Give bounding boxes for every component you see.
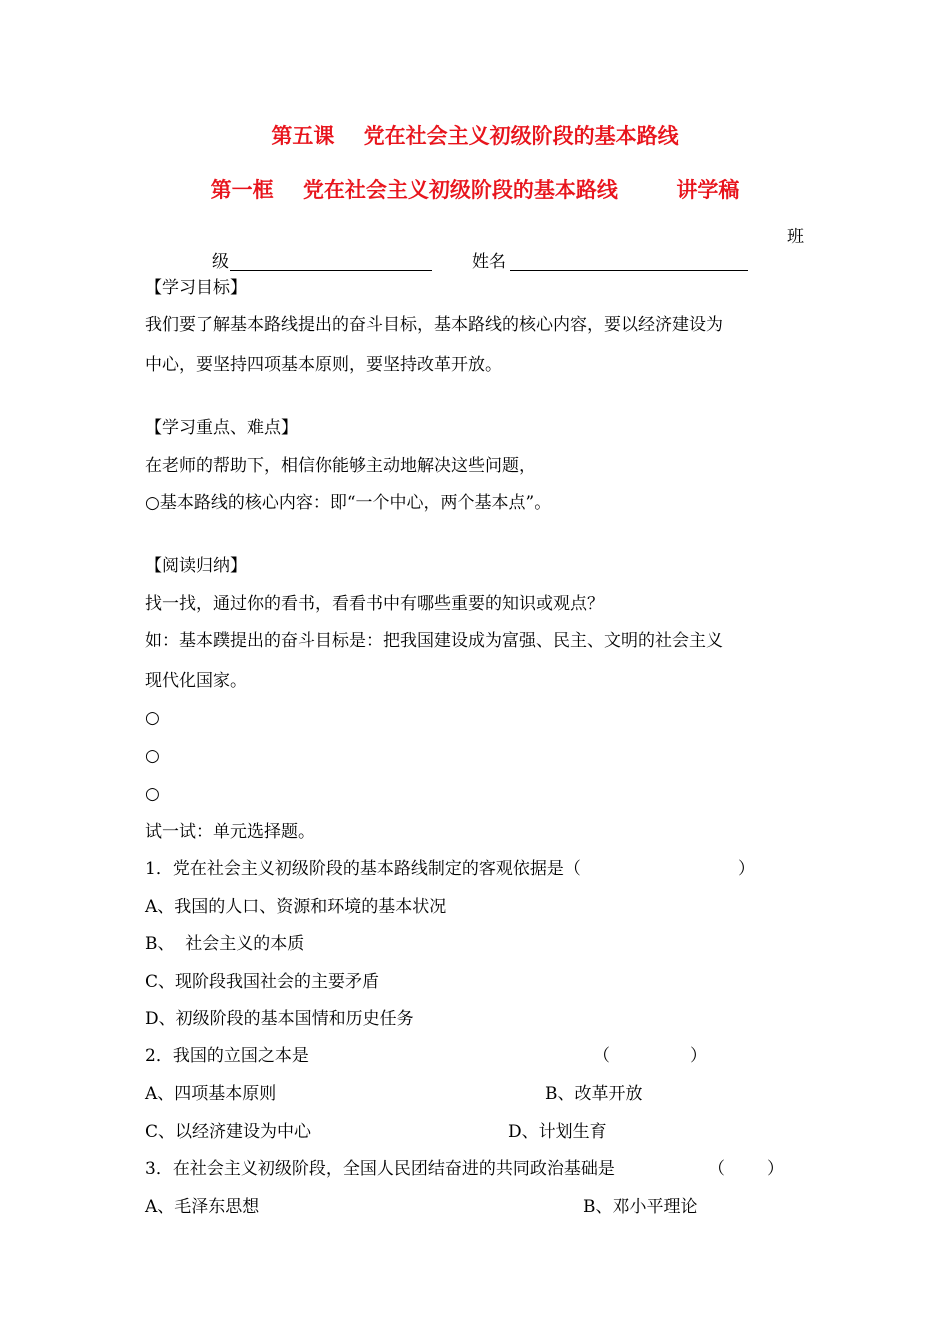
name-blank[interactable] bbox=[510, 250, 748, 271]
goals-heading: 【学习目标】 bbox=[145, 278, 247, 298]
q2-option-d: D、计划生育 bbox=[508, 1122, 607, 1142]
quiz-intro: 试一试：单元选择题。 bbox=[145, 822, 315, 842]
q3-option-a: A、毛泽东思想 bbox=[145, 1197, 260, 1217]
q3-stem: 3．在社会主义初级阶段，全国人民团结奋进的共同政治基础是 bbox=[145, 1159, 615, 1179]
q1-option-c: C、现阶段我国社会的主要矛盾 bbox=[145, 972, 380, 992]
reading-text-1: 找一找，通过你的看书，看看书中有哪些重要的知识或观点？ bbox=[145, 594, 604, 614]
lesson-title: 第五课 党在社会主义初级阶段的基本路线 bbox=[271, 124, 679, 148]
q3-option-b: B、邓小平理论 bbox=[583, 1197, 698, 1217]
circle-bullet-1: ○ bbox=[145, 708, 160, 728]
q2-paren-open[interactable]: （ bbox=[593, 1046, 610, 1066]
q3-paren-close[interactable]: ） bbox=[767, 1159, 784, 1179]
reading-text-3: 现代化国家。 bbox=[145, 671, 247, 691]
goals-text-1: 我们要了解基本路线提出的奋斗目标，基本路线的核心内容，要以经济建设为 bbox=[145, 315, 723, 335]
q2-paren-close[interactable]: ） bbox=[690, 1046, 707, 1066]
q3-paren-open[interactable]: （ bbox=[708, 1159, 725, 1179]
class-blank[interactable] bbox=[230, 250, 432, 271]
reading-heading: 【阅读归纳】 bbox=[145, 556, 247, 576]
name-label: 姓名 bbox=[472, 252, 506, 272]
circle-bullet-2: ○ bbox=[145, 746, 160, 766]
goals-text-2: 中心，要坚持四项基本原则，要坚持改革开放。 bbox=[145, 355, 502, 375]
q2-option-c: C、以经济建设为中心 bbox=[145, 1122, 312, 1142]
circle-bullet-3: ○ bbox=[145, 784, 160, 804]
section-title: 第一框 党在社会主义初级阶段的基本路线 讲学稿 bbox=[210, 178, 740, 202]
q1-answer-paren[interactable]: ） bbox=[738, 859, 755, 879]
class-label-ji: 级 bbox=[212, 252, 229, 272]
q1-option-a: A、我国的人口、资源和环境的基本状况 bbox=[145, 897, 447, 917]
q2-stem: 2．我国的立国之本是 bbox=[145, 1046, 309, 1066]
q1-stem: 1．党在社会主义初级阶段的基本路线制定的客观依据是（ bbox=[145, 859, 581, 879]
reading-text-2: 如：基本蹼提出的奋斗目标是：把我国建设成为富强、民主、文明的社会主义 bbox=[145, 631, 723, 651]
keypoints-text-2: ○基本路线的核心内容：即“一个中心，两个基本点”。 bbox=[145, 493, 552, 513]
q1-option-b: B、 社会主义的本质 bbox=[145, 934, 305, 954]
keypoints-heading: 【学习重点、难点】 bbox=[145, 418, 298, 438]
class-label-ban: 班 bbox=[787, 227, 804, 247]
q2-option-a: A、四项基本原则 bbox=[145, 1084, 277, 1104]
q2-option-b: B、改革开放 bbox=[545, 1084, 643, 1104]
q1-option-d: D、初级阶段的基本国情和历史任务 bbox=[145, 1009, 414, 1029]
keypoints-text-1: 在老师的帮助下，相信你能够主动地解决这些问题， bbox=[145, 456, 536, 476]
